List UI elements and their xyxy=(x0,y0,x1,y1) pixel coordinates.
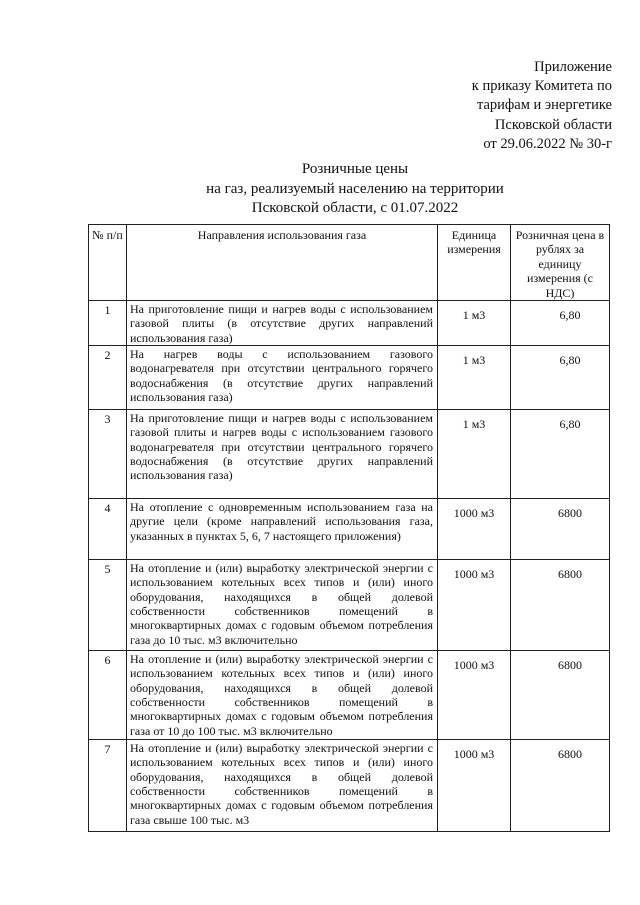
row-direction: На отопление и (или) выработку электрической энергии с использованием котельных всех типов и (или) иного оборудования, находящихся в общей долевой собственности собственников помещений в многоквартирных домах с годовым объемом потребления газа до 10 тыс. м3 включительно xyxy=(127,560,438,651)
row-direction: На приготовление пищи и нагрев воды с использованием газовой плиты (в отсутствие других направлений использования газа) xyxy=(127,301,438,346)
appendix-line: Приложение xyxy=(534,59,612,75)
row-direction: На отопление и (или) выработку электрической энергии с использованием котельных всех типов и (или) иного оборудования, находящихся в общей долевой собственности собственников помещений в многоквартирных домах с годовым объемом потребления газа свыше 100 тыс. м3 xyxy=(127,740,438,832)
row-direction: На отопление и (или) выработку электрической энергии с использованием котельных всех типов и (или) иного оборудования, находящихся в общей долевой собственности собственников помещений в многоквартирных домах с годовым объемом потребления газа от 10 до 100 тыс. м3 включительно xyxy=(127,651,438,740)
row-price: 6,80 xyxy=(511,346,610,410)
table-header-row xyxy=(89,225,610,301)
row-num: 4 xyxy=(89,499,127,560)
row-price: 6800 xyxy=(511,499,610,560)
row-unit: 1000 м3 xyxy=(438,740,511,832)
row-price: 6800 xyxy=(511,560,610,651)
row-num: 5 xyxy=(89,560,127,651)
header-unit: Единица измерения xyxy=(438,225,511,301)
title-line: на газ, реализуемый населению на территории xyxy=(206,180,504,197)
row-num: 2 xyxy=(89,346,127,410)
row-unit: 1000 м3 xyxy=(438,560,511,651)
title-line: Розничные цены xyxy=(301,161,409,177)
row-price: 6800 xyxy=(511,651,610,740)
appendix-block xyxy=(472,58,612,154)
row-direction: На нагрев воды с использованием газового водонагревателя при отсутствии центрального горячего водоснабжения (в отсутствие других направлений использования газа) xyxy=(127,346,438,410)
price-table xyxy=(88,224,610,832)
table-row xyxy=(89,560,610,651)
row-unit: 1000 м3 xyxy=(438,499,511,560)
table-row xyxy=(89,499,610,560)
row-unit: 1000 м3 xyxy=(438,651,511,740)
row-num: 1 xyxy=(89,301,127,346)
row-num: 3 xyxy=(89,410,127,499)
row-num: 6 xyxy=(89,651,127,740)
header-direction: Направления использования газа xyxy=(127,225,438,301)
row-unit: 1 м3 xyxy=(438,410,511,499)
table-row xyxy=(89,301,610,346)
table-row xyxy=(89,410,610,499)
row-price: 6800 xyxy=(511,740,610,832)
table-row xyxy=(89,651,610,740)
appendix-line: Псковской области xyxy=(494,116,612,133)
row-unit: 1 м3 xyxy=(438,346,511,410)
row-direction: На приготовление пищи и нагрев воды с использованием газовой плиты и нагрев воды с использованием газового водонагревателя при отсутствии центрального горячего водоснабжения (в отсутствие других направлений использования газа) xyxy=(127,410,438,499)
header-price: Розничная цена в рублях за единицу измерения (с НДС) xyxy=(511,225,610,301)
row-direction: На отопление с одновременным использованием газа на другие цели (кроме направлений использования газа, указанных в пунктах 5, 6, 7 настоящего приложения) xyxy=(127,499,438,560)
row-price: 6,80 xyxy=(511,410,610,499)
appendix-line: к приказу Комитета по xyxy=(471,78,612,95)
row-price: 6,80 xyxy=(511,301,610,346)
table-row xyxy=(89,740,610,832)
title-line: Псковской области, с 01.07.2022 xyxy=(251,200,459,216)
appendix-line: тарифам и энергетике xyxy=(476,97,612,114)
row-num: 7 xyxy=(89,740,127,832)
row-unit: 1 м3 xyxy=(438,301,511,346)
document-title xyxy=(120,160,590,219)
table-row xyxy=(89,346,610,410)
header-num: № п/п xyxy=(89,225,127,301)
appendix-line: от 29.06.2022 № 30-г xyxy=(483,135,612,152)
